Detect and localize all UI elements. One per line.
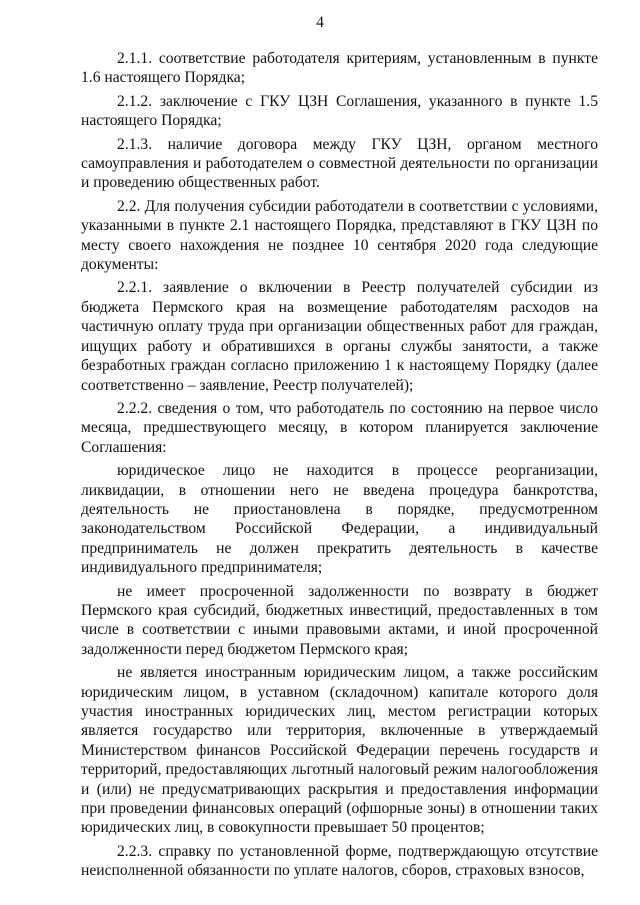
paragraph-2-2-1: 2.2.1. заявление о включении в Реестр получателей субсидии из бюджета Пермского края на возмещение работодателям расходов на частичную оплату труда при организации общественных работ для граждан, ищущих работу и обратившихся в органы службы занятости, а также безработных граждан согласно приложению 1 к настоящему Порядку (далее соответственно – заявление, Реестр получателей); (81, 279, 598, 394)
paragraph-2-2: 2.2. Для получения субсидии работодатели в соответствии с условиями, указанными в пункте 2.1 настоящего Порядка, представляют в ГКУ ЦЗН по месту своего нахождения не позднее 10 сентября 2020 года следующие документы: (81, 197, 598, 274)
paragraph-2-1-3: 2.1.3. наличие договора между ГКУ ЦЗН, органом местного самоуправления и работодателем о совместной деятельности по организации и проведению общественных работ. (81, 135, 598, 192)
paragraph-2-2-3: 2.2.3. справку по установленной форме, подтверждающую отсутствие неисполненной обязанности по уплате налогов, сборов, страховых взносов, (81, 842, 598, 880)
paragraph-not-foreign-entity: не является иностранным юридическим лицом, а также российским юридическим лицом, в уставном (складочном) капитале которого доля участия иностранных юридических лиц, местом регистрации которых является государство или территория, включенные в утверждаемый Министерством финансов Российской Федерации перечень государств и территорий, предоставляющих льготный налоговый режим налогообложения и (или) не предусматривающих раскрытия и предоставления информации при проведении финансовых операций (офшорные зоны) в отношении таких юридических лиц, в совокупности превышает 50 процентов; (81, 664, 598, 837)
paragraph-no-overdue-debt: не имеет просроченной задолженности по возврату в бюджет Пермского края субсидий, бюджетных инвестиций, предоставленных в том числе в соответствии с иными правовыми актами, и иной просроченной задолженности перед бюджетом Пермского края; (81, 582, 598, 658)
paragraph-legal-entity-status: юридическое лицо не находится в процессе реорганизации, ликвидации, в отношении него не введена процедура банкротства, деятельность не приостановлена в порядке, предусмотренном законодательством Российской Федерации, а индивидуальный предприниматель не должен прекратить деятельность в качестве индивидуального предпринимателя; (81, 462, 598, 577)
paragraph-2-2-2: 2.2.2. сведения о том, что работодатель по состоянию на первое число месяца, предшествующего месяцу, в котором планируется заключение Соглашения: (81, 399, 598, 456)
paragraph-2-1-2: 2.1.2. заключение с ГКУ ЦЗН Соглашения, указанного в пункте 1.5 настоящего Порядка; (81, 92, 598, 130)
document-body (81, 49, 598, 881)
page-number: 4 (316, 14, 324, 31)
paragraph-2-1-1: 2.1.1. соответствие работодателя критериям, установленным в пункте 1.6 настоящего Порядка; (81, 50, 598, 87)
